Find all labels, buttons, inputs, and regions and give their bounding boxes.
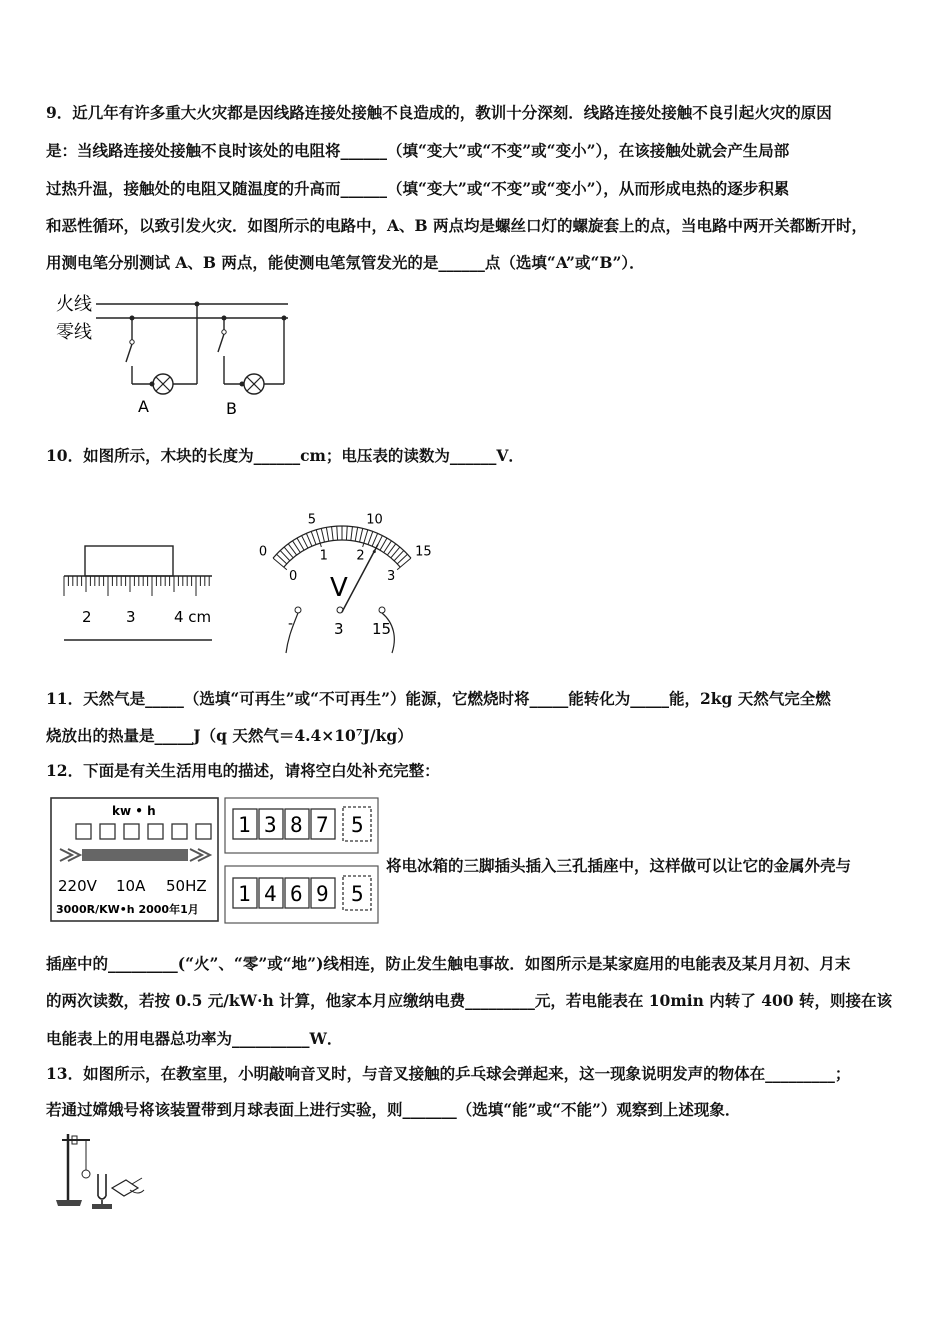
meter-readings-figure <box>224 797 380 925</box>
scale-tick <box>273 558 287 570</box>
scale-tick <box>355 527 357 541</box>
scale-tick <box>332 527 334 541</box>
voltmeter-symbol: V <box>330 573 348 603</box>
scale-tick <box>346 526 347 540</box>
scale-tick <box>321 528 324 542</box>
neutral-wire-label: 零线 <box>56 322 92 343</box>
voltmeter-scale <box>273 526 411 570</box>
terminal-label-3: 3 <box>334 620 344 638</box>
voltmeter-figure <box>222 488 452 658</box>
reading-start-of-month <box>233 807 371 841</box>
reading-decimal-digit: 5 <box>351 882 364 906</box>
q9-line-2: 是：当线路连接处接触不良时该处的电阻将______（填“变大”或“不变”或“变小”），在该接触处就会产生局部 <box>46 141 790 160</box>
ruler-ticks <box>64 576 209 596</box>
meter-disk-window <box>82 849 188 861</box>
live-wire-label: 火线 <box>56 294 92 315</box>
scale-tick <box>306 533 312 546</box>
q12-side-text: 将电冰箱的三脚插头插入三孔插座中，这样做可以让它的金属外壳与 <box>386 856 852 875</box>
terminal-15 <box>379 607 385 613</box>
reading-digit: 6 <box>290 882 303 906</box>
meter-current: 10A <box>116 877 146 895</box>
q11-line-2: 烧放出的热量是_____J（q 天然气＝4.4×10⁷J/kg） <box>46 726 413 745</box>
tuning-fork-figure <box>52 1132 152 1212</box>
scale-tick <box>302 536 308 549</box>
scale-label-top: 5 <box>307 512 317 528</box>
q12-line-3: 的两次读数，若按 0.5 元/kW·h 计算，他家本月应缴纳电费_________元，若电能表在 10min 内转了 400 转，则接在该 <box>46 991 892 1010</box>
q9-line-3: 过热升温，接触处的电阻又随温度的升高而______（填“变大”或“不变”或“变小”），从而形成电热的逐步积累 <box>46 179 790 198</box>
q12-line-2: 插座中的_________(“火”、“零”或“地”)线相连，防止发生触电事故．如图所示是某家庭用的电能表及某月月初、月末 <box>46 954 851 973</box>
scale-tick <box>360 528 363 542</box>
q12-line-1: 12．下面是有关生活用电的描述，请将空白处补充完整： <box>46 761 440 780</box>
q9-circuit-figure <box>52 290 302 420</box>
scale-label-bottom: 2 <box>356 548 365 564</box>
q10-line: 10．如图所示，木块的长度为______cm；电压表的读数为______V． <box>46 446 524 465</box>
energy-meter-figure <box>50 797 220 923</box>
reading-end-of-month <box>233 876 371 910</box>
reading-decimal-digit: 5 <box>351 813 364 837</box>
ruler-figure <box>62 540 222 650</box>
point-b-label: B <box>226 399 237 418</box>
reading-digit: 9 <box>316 882 329 906</box>
scale-label-top: 10 <box>366 512 383 528</box>
scale-tick <box>311 531 316 544</box>
meter-frequency: 50HZ <box>166 877 207 895</box>
reading-digit: 7 <box>316 813 329 837</box>
reading-digit: 1 <box>238 813 251 837</box>
wood-block <box>85 546 173 576</box>
scale-tick <box>326 527 328 541</box>
scale-tick <box>351 527 353 541</box>
scale-label-bottom: 3 <box>387 568 396 584</box>
terminal-3 <box>337 607 343 613</box>
reading-digit: 3 <box>264 813 277 837</box>
scale-label-bottom: 0 <box>288 568 298 584</box>
q12-line-4: 电能表上的用电器总功率为__________W． <box>46 1029 343 1048</box>
terminal-negative <box>295 607 301 613</box>
q13-line-2: 若通过嫦娥号将该装置带到月球表面上进行实验，则_______（选填“能”或“不能”）观察到上述现象． <box>46 1100 741 1119</box>
terminal-label-15: 15 <box>372 620 392 638</box>
point-a-label: A <box>138 397 149 416</box>
reading-digit: 1 <box>238 882 251 906</box>
meter-unit: kw • h <box>112 804 156 818</box>
scale-label-bottom: 1 <box>319 548 328 564</box>
terminal-label-negative: - <box>288 616 294 632</box>
ruler-label-4cm: 4 cm <box>174 608 212 626</box>
scale-tick <box>397 558 411 570</box>
scale-label-top: 0 <box>258 544 268 560</box>
scale-label-top: 15 <box>415 544 432 560</box>
reading-digit: 4 <box>264 882 277 906</box>
tuning-fork <box>98 1174 106 1206</box>
q9-line-1: 9．近几年有许多重大火灾都是因线路连接处接触不良造成的，教训十分深刻．线路连接处接触不良引起火灾的原因 <box>46 103 832 122</box>
ruler-label-3: 3 <box>126 608 136 626</box>
q9-line-5: 用测电笔分别测试 A、B 两点，能使测电笔氖管发光的是______点（选填“A”或“B”）． <box>46 253 645 272</box>
meter-voltage: 220V <box>58 877 97 895</box>
reading-digit: 8 <box>290 813 303 837</box>
scale-tick <box>337 526 338 540</box>
ruler-label-2: 2 <box>82 608 92 626</box>
meter-constant-date: 3000R/KW•h 2000年1月 <box>56 903 199 916</box>
q9-line-4: 和恶性循环，以致引发火灾．如图所示的电路中，A、B 两点均是螺丝口灯的螺旋套上的点，当电路中两开关都断开时， <box>46 216 868 235</box>
scale-tick <box>368 531 373 544</box>
scale-tick <box>372 533 378 546</box>
q13-line-1: 13．如图所示，在教室里，小明敲响音叉时，与音叉接触的乒乓球会弹起来，这一现象说明发声的物体在_________； <box>46 1064 851 1083</box>
ping-pong-ball <box>82 1170 90 1178</box>
q11-line-1: 11．天然气是_____（选填“可再生”或“不可再生”）能源，它燃烧时将_____能转化为_____能，2kg 天然气完全燃 <box>46 689 831 708</box>
